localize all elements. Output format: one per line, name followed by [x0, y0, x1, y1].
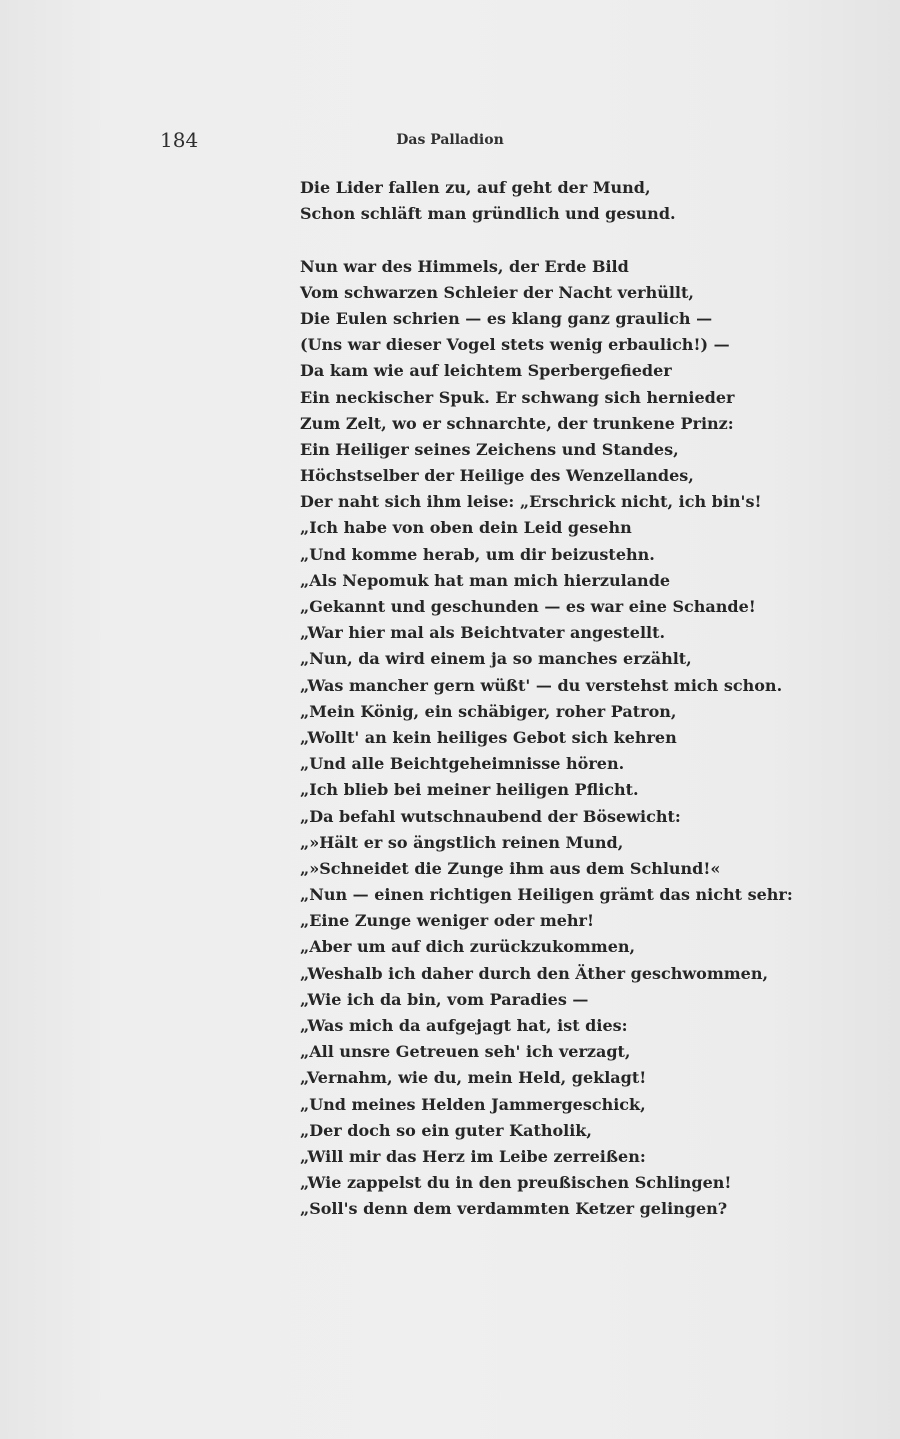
poem-line: „Weshalb ich daher durch den Äther geschwommen,: [300, 963, 769, 983]
poem-line: „All unsre Getreuen seh' ich verzagt,: [300, 1042, 631, 1062]
poem-line: Ein Heiliger seines Zeichens und Standes,: [300, 439, 679, 459]
poem-line: Der naht sich ihm leise: „Erschrick nicht, ich bin's!: [300, 492, 762, 512]
page-number: 184: [160, 128, 199, 152]
poem-line: Da kam wie auf leichtem Sperbergefieder: [300, 361, 672, 381]
poem-line: Höchstselber der Heilige des Wenzellandes,: [300, 466, 694, 486]
poem-line: Vom schwarzen Schleier der Nacht verhüllt,: [300, 282, 694, 302]
poem-line: „»Schneidet die Zunge ihm aus dem Schlund!«: [300, 858, 721, 878]
poem-line: „»Hält er so ängstlich reinen Mund,: [300, 832, 624, 852]
poem-line: „Und meines Helden Jammergeschick,: [300, 1094, 646, 1114]
poem-line: „Wollt' an kein heiliges Gebot sich kehren: [300, 727, 677, 747]
poem-line: Zum Zelt, wo er schnarchte, der trunkene Prinz:: [300, 413, 734, 433]
poem-line: „Ich blieb bei meiner heiligen Pflicht.: [300, 780, 639, 800]
poem-line: Nun war des Himmels, der Erde Bild: [300, 256, 629, 276]
poem-line: „Mein König, ein schäbiger, roher Patron,: [300, 701, 677, 721]
poem-line: „Vernahm, wie du, mein Held, geklagt!: [300, 1068, 647, 1088]
poem-line: (Uns war dieser Vogel stets wenig erbaulich!) —: [300, 335, 730, 355]
poem-line: „Da befahl wutschnaubend der Bösewicht:: [300, 806, 681, 826]
poem-line: „Wie zappelst du in den preußischen Schlingen!: [300, 1173, 732, 1193]
poem-line: „Will mir das Herz im Leibe zerreißen:: [300, 1146, 646, 1166]
poem-line: „Und komme herab, um dir beizustehn.: [300, 544, 655, 564]
poem-line: Schon schläft man gründlich und gesund.: [300, 204, 676, 224]
poem-line: „Soll's denn dem verdammten Ketzer gelingen?: [300, 1199, 728, 1219]
poem-line: Die Lider fallen zu, auf geht der Mund,: [300, 178, 651, 197]
poem-line: „Aber um auf dich zurückzukommen,: [300, 937, 636, 957]
running-title: Das Palladion: [396, 132, 504, 148]
poem-line: „Der doch so ein guter Katholik,: [300, 1120, 592, 1140]
poem-line: Ein neckischer Spuk. Er schwang sich hernieder: [300, 387, 735, 407]
poem-line: „Gekannt und geschunden — es war eine Schande!: [300, 597, 756, 616]
poem-line: „Nun, da wird einem ja so manches erzählt,: [300, 649, 692, 669]
poem-line: „Was mancher gern wüßt' — du verstehst mich schon.: [300, 675, 783, 695]
poem-line: Die Eulen schrien — es klang ganz graulich —: [300, 308, 713, 328]
poem-text: [300, 175, 793, 1223]
poem-line: „Ich habe von oben dein Leid gesehn: [300, 518, 632, 538]
poem-line: „Eine Zunge weniger oder mehr!: [300, 911, 595, 931]
poem-line: „Und alle Beichtgeheimnisse hören.: [300, 754, 625, 774]
poem-line: „Als Nepomuk hat man mich hierzulande: [300, 570, 671, 590]
poem-line: „Was mich da aufgejagt hat, ist dies:: [300, 1016, 628, 1035]
stanza-break: [300, 227, 720, 253]
poem-line: „Nun — einen richtigen Heiligen grämt das nicht sehr:: [300, 885, 793, 905]
poem-line: „War hier mal als Beichtvater angestellt.: [300, 623, 666, 643]
poem-line: „Wie ich da bin, vom Paradies —: [300, 989, 589, 1009]
